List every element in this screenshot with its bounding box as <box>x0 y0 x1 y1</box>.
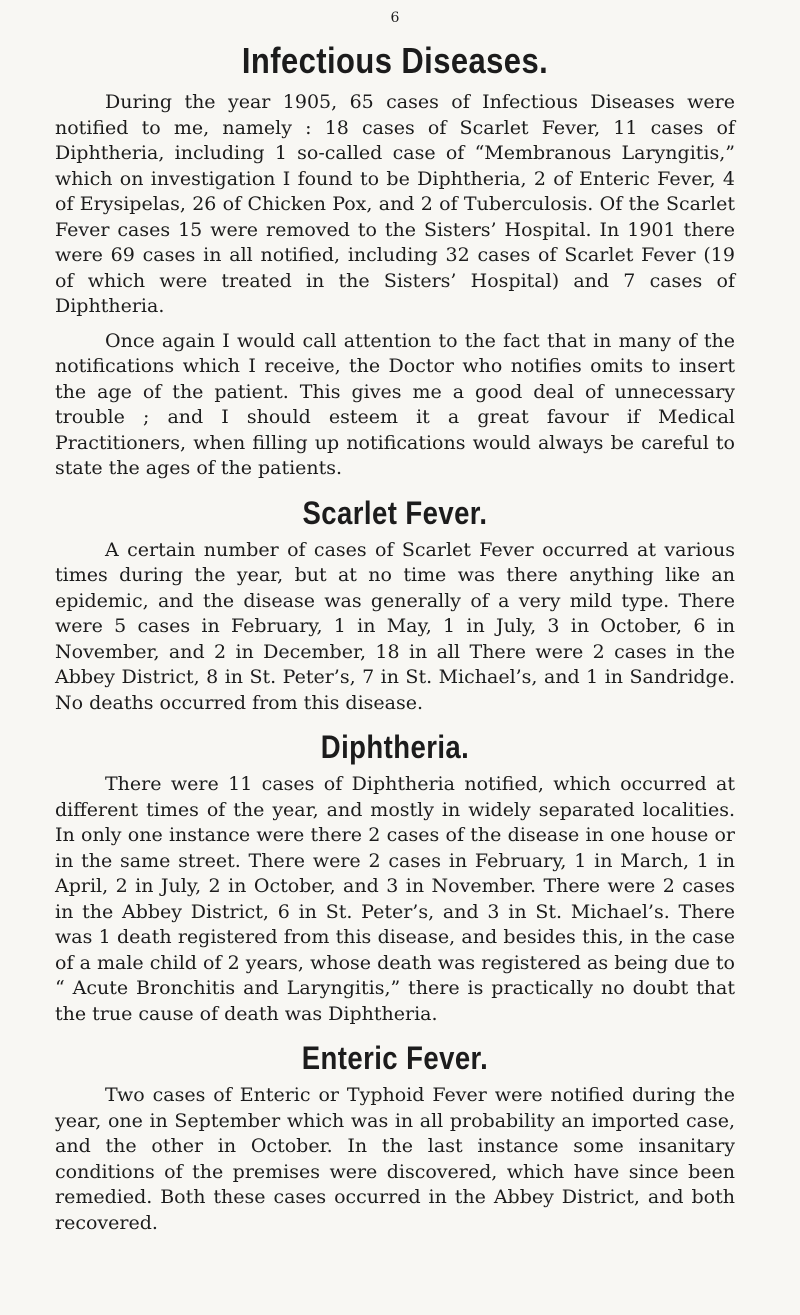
paragraph: A certain number of cases of Scarlet Fever occurred at various times during the year, but at no time was there anything like an epidemic, and the disease was generally of a very mild type. There were 5 cases in February, 1 in May, 1 in July, 3 in October, 6 in November, and 2 in December, 18 in all There were 2 cases in the Abbey District, 8 in St. Peter’s, 7 in St. Michael’s, and 1 in Sandridge. No deaths occurred from this disease. <box>55 538 735 714</box>
heading-diphtheria: Diphtheria. <box>320 729 470 765</box>
paragraph: There were 11 cases of Diphtheria notified, which occurred at different times of the year, and mostly in widely separated localities. In only one instance were there 2 cases of the disease in one house or in the same street. There were 2 cases in February, 1 in March, 1 in April, 2 in July, 2 in October, and 3 in November. There were 2 cases in the Abbey District, 6 in St. Peter’s, and 3 in St. Michael’s. There was 1 death registered from this disease, and besides this, in the case of a male child of 2 years, whose death was registered as being due to “ Acute Bronchitis and Laryngitis,” there is practically no doubt that the true cause of death was Diphtheria. <box>55 773 735 1025</box>
heading-scarlet-fever: Scarlet Fever. <box>302 494 488 531</box>
paragraph: Once again I would call attention to the fact that in many of the notifications which I receive, the Doctor who notifies omits to insert the age of the patient. This gives me a good deal of unnecessary trouble ; and I should esteem it a great favour if Medical Practitioners, when filling up notifications would always be careful to state the ages of the patients. <box>55 329 735 479</box>
section-infectious-diseases <box>55 38 735 482</box>
section-diphtheria <box>55 726 735 1027</box>
heading-infectious-diseases: Infectious Diseases. <box>241 40 549 81</box>
paragraph: During the year 1905, 65 cases of Infectious Diseases were notified to me, namely : 18 cases of Scarlet Fever, 11 cases of Diphtheria, including 1 so-called case of “Membranous Laryngitis,” which on investigation I found to be Diphtheria, 2 of Enteric Fever, 4 of Erysipelas, 26 of Chicken Pox, and 2 of Tuberculosis. Of the Scarlet Fever cases 15 were removed to the Sisters’ Hospital. In 1901 there were 69 cases in all notified, including 32 cases of Scarlet Fever (19 of which were treated in the Sisters’ Hospital) and 7 cases of Diphtheria. <box>55 91 735 317</box>
page-number: 6 <box>390 10 400 26</box>
section-scarlet-fever <box>55 492 735 717</box>
paragraph: Two cases of Enteric or Typhoid Fever were notified during the year, one in September which was in all probability an imported case, and the other in October. In the last instance some insanitary conditions of the premises were discovered, which have since been remedied. Both these cases occurred in the Abbey District, and both recovered. <box>55 1084 735 1234</box>
section-enteric-fever <box>55 1037 735 1236</box>
heading-enteric-fever: Enteric Fever. <box>301 1040 489 1076</box>
